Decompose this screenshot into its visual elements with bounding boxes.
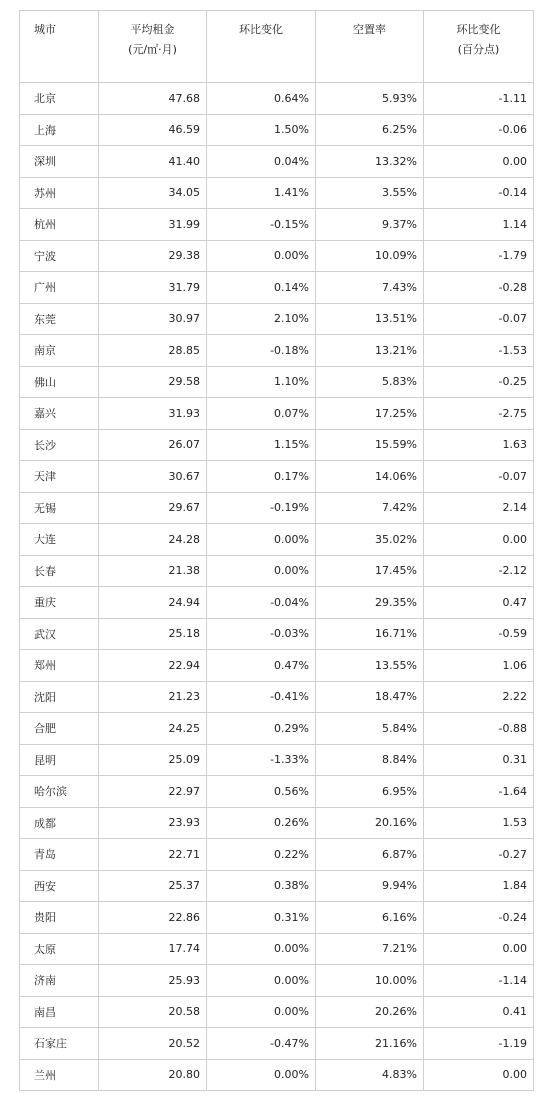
- cell-vacancy-change: 0.41: [424, 996, 534, 1028]
- cell-city: 兰州: [20, 1059, 99, 1091]
- table-row: [20, 839, 534, 871]
- table-row: [20, 933, 534, 965]
- cell-rent-change: 0.07%: [207, 398, 316, 430]
- cell-city: 哈尔滨: [20, 776, 99, 808]
- cell-vacancy-change: -0.27: [424, 839, 534, 871]
- cell-vacancy-change: 2.22: [424, 681, 534, 713]
- cell-city: 嘉兴: [20, 398, 99, 430]
- table-row: [20, 681, 534, 713]
- cell-vacancy-change: -0.59: [424, 618, 534, 650]
- cell-vacancy-change: -0.14: [424, 177, 534, 209]
- cell-city: 成都: [20, 807, 99, 839]
- header-vacancy-change: [424, 11, 534, 83]
- cell-rent-change: 0.22%: [207, 839, 316, 871]
- cell-rent-change: 0.00%: [207, 933, 316, 965]
- cell-avg-rent: 22.86: [99, 902, 207, 934]
- cell-vacancy-change: -0.07: [424, 461, 534, 493]
- table-row: [20, 240, 534, 272]
- cell-rent-change: -1.33%: [207, 744, 316, 776]
- cell-rent-change: 0.00%: [207, 524, 316, 556]
- table-row: [20, 618, 534, 650]
- cell-rent-change: 1.50%: [207, 114, 316, 146]
- cell-vacancy-change: 1.63: [424, 429, 534, 461]
- cell-rent-change: 0.00%: [207, 965, 316, 997]
- cell-city: 深圳: [20, 146, 99, 178]
- cell-avg-rent: 21.38: [99, 555, 207, 587]
- cell-vacancy-rate: 17.45%: [316, 555, 424, 587]
- cell-rent-change: 0.56%: [207, 776, 316, 808]
- cell-vacancy-rate: 21.16%: [316, 1028, 424, 1060]
- cell-rent-change: -0.18%: [207, 335, 316, 367]
- cell-vacancy-change: 2.14: [424, 492, 534, 524]
- cell-city: 济南: [20, 965, 99, 997]
- header-rent-change-label: 环比变化: [239, 23, 283, 36]
- cell-vacancy-change: -0.07: [424, 303, 534, 335]
- table-row: [20, 713, 534, 745]
- cell-vacancy-change: -1.53: [424, 335, 534, 367]
- table-row: [20, 587, 534, 619]
- table-row: [20, 83, 534, 115]
- cell-vacancy-rate: 20.16%: [316, 807, 424, 839]
- cell-city: 南京: [20, 335, 99, 367]
- cell-vacancy-rate: 6.87%: [316, 839, 424, 871]
- header-avg-rent-unit: (元/㎡·月): [128, 43, 177, 56]
- cell-vacancy-rate: 6.25%: [316, 114, 424, 146]
- cell-vacancy-change: 1.14: [424, 209, 534, 241]
- cell-vacancy-change: -1.19: [424, 1028, 534, 1060]
- cell-vacancy-change: 1.53: [424, 807, 534, 839]
- cell-vacancy-rate: 4.83%: [316, 1059, 424, 1091]
- cell-avg-rent: 29.38: [99, 240, 207, 272]
- cell-vacancy-rate: 6.95%: [316, 776, 424, 808]
- cell-city: 无锡: [20, 492, 99, 524]
- cell-avg-rent: 25.93: [99, 965, 207, 997]
- cell-avg-rent: 24.94: [99, 587, 207, 619]
- cell-vacancy-change: -2.12: [424, 555, 534, 587]
- cell-vacancy-rate: 13.51%: [316, 303, 424, 335]
- table-row: [20, 303, 534, 335]
- cell-city: 广州: [20, 272, 99, 304]
- cell-vacancy-rate: 10.09%: [316, 240, 424, 272]
- cell-city: 合肥: [20, 713, 99, 745]
- cell-vacancy-change: 1.84: [424, 870, 534, 902]
- cell-rent-change: -0.04%: [207, 587, 316, 619]
- cell-vacancy-change: -0.88: [424, 713, 534, 745]
- cell-vacancy-change: -1.79: [424, 240, 534, 272]
- cell-vacancy-change: 1.06: [424, 650, 534, 682]
- cell-vacancy-change: -1.11: [424, 83, 534, 115]
- cell-city: 太原: [20, 933, 99, 965]
- cell-avg-rent: 21.23: [99, 681, 207, 713]
- cell-vacancy-change: -0.28: [424, 272, 534, 304]
- table-row: [20, 744, 534, 776]
- table-row: [20, 870, 534, 902]
- cell-avg-rent: 46.59: [99, 114, 207, 146]
- cell-avg-rent: 41.40: [99, 146, 207, 178]
- cell-avg-rent: 31.93: [99, 398, 207, 430]
- cell-vacancy-change: -0.24: [424, 902, 534, 934]
- cell-vacancy-rate: 3.55%: [316, 177, 424, 209]
- header-rent-change: [207, 11, 316, 83]
- cell-vacancy-rate: 13.32%: [316, 146, 424, 178]
- cell-vacancy-change: 0.31: [424, 744, 534, 776]
- cell-city: 宁波: [20, 240, 99, 272]
- cell-vacancy-rate: 7.43%: [316, 272, 424, 304]
- table-body: [20, 83, 534, 1091]
- cell-vacancy-change: 0.00: [424, 146, 534, 178]
- cell-avg-rent: 29.58: [99, 366, 207, 398]
- cell-vacancy-rate: 29.35%: [316, 587, 424, 619]
- table-row: [20, 114, 534, 146]
- cell-city: 长沙: [20, 429, 99, 461]
- cell-city: 西安: [20, 870, 99, 902]
- cell-rent-change: 0.00%: [207, 240, 316, 272]
- cell-city: 东莞: [20, 303, 99, 335]
- cell-rent-change: 0.29%: [207, 713, 316, 745]
- cell-city: 昆明: [20, 744, 99, 776]
- cell-avg-rent: 47.68: [99, 83, 207, 115]
- cell-avg-rent: 17.74: [99, 933, 207, 965]
- cell-avg-rent: 25.18: [99, 618, 207, 650]
- cell-avg-rent: 25.09: [99, 744, 207, 776]
- cell-vacancy-change: -2.75: [424, 398, 534, 430]
- table-row: [20, 555, 534, 587]
- cell-avg-rent: 24.25: [99, 713, 207, 745]
- header-row: [20, 11, 534, 83]
- table-row: [20, 524, 534, 556]
- cell-city: 佛山: [20, 366, 99, 398]
- table-header: [20, 11, 534, 83]
- cell-avg-rent: 29.67: [99, 492, 207, 524]
- cell-rent-change: -0.47%: [207, 1028, 316, 1060]
- cell-vacancy-rate: 9.37%: [316, 209, 424, 241]
- table-row: [20, 429, 534, 461]
- cell-vacancy-change: -0.25: [424, 366, 534, 398]
- cell-avg-rent: 25.37: [99, 870, 207, 902]
- cell-avg-rent: 30.97: [99, 303, 207, 335]
- cell-avg-rent: 22.94: [99, 650, 207, 682]
- cell-vacancy-rate: 7.21%: [316, 933, 424, 965]
- cell-vacancy-change: 0.00: [424, 1059, 534, 1091]
- cell-vacancy-rate: 14.06%: [316, 461, 424, 493]
- cell-vacancy-rate: 15.59%: [316, 429, 424, 461]
- table-row: [20, 1028, 534, 1060]
- header-city: [20, 11, 99, 83]
- cell-avg-rent: 20.52: [99, 1028, 207, 1060]
- table-row: [20, 209, 534, 241]
- cell-rent-change: 0.04%: [207, 146, 316, 178]
- cell-vacancy-rate: 35.02%: [316, 524, 424, 556]
- cell-city: 天津: [20, 461, 99, 493]
- header-avg-rent: [99, 11, 207, 83]
- cell-city: 大连: [20, 524, 99, 556]
- cell-city: 武汉: [20, 618, 99, 650]
- cell-vacancy-rate: 10.00%: [316, 965, 424, 997]
- cell-city: 北京: [20, 83, 99, 115]
- cell-city: 南昌: [20, 996, 99, 1028]
- cell-vacancy-rate: 5.84%: [316, 713, 424, 745]
- cell-rent-change: 0.31%: [207, 902, 316, 934]
- cell-city: 苏州: [20, 177, 99, 209]
- header-city-label: 城市: [34, 23, 56, 36]
- cell-city: 杭州: [20, 209, 99, 241]
- cell-vacancy-rate: 20.26%: [316, 996, 424, 1028]
- table-row: [20, 398, 534, 430]
- cell-avg-rent: 26.07: [99, 429, 207, 461]
- table-row: [20, 177, 534, 209]
- cell-rent-change: -0.15%: [207, 209, 316, 241]
- cell-avg-rent: 34.05: [99, 177, 207, 209]
- cell-rent-change: -0.41%: [207, 681, 316, 713]
- cell-rent-change: 0.00%: [207, 996, 316, 1028]
- table-row: [20, 1059, 534, 1091]
- header-vacancy-rate-label: 空置率: [353, 23, 386, 36]
- cell-avg-rent: 22.71: [99, 839, 207, 871]
- table-row: [20, 272, 534, 304]
- table-row: [20, 776, 534, 808]
- cell-rent-change: 0.26%: [207, 807, 316, 839]
- cell-vacancy-change: 0.47: [424, 587, 534, 619]
- table-row: [20, 335, 534, 367]
- cell-rent-change: -0.03%: [207, 618, 316, 650]
- table-row: [20, 366, 534, 398]
- header-avg-rent-label: 平均租金: [130, 23, 175, 36]
- cell-vacancy-change: 0.00: [424, 524, 534, 556]
- rent-vacancy-table: [19, 10, 534, 1091]
- cell-city: 青岛: [20, 839, 99, 871]
- table-row: [20, 965, 534, 997]
- cell-avg-rent: 24.28: [99, 524, 207, 556]
- cell-vacancy-rate: 5.93%: [316, 83, 424, 115]
- cell-rent-change: 0.14%: [207, 272, 316, 304]
- cell-vacancy-change: -1.64: [424, 776, 534, 808]
- table-row: [20, 492, 534, 524]
- cell-vacancy-rate: 6.16%: [316, 902, 424, 934]
- cell-rent-change: 0.00%: [207, 555, 316, 587]
- cell-city: 郑州: [20, 650, 99, 682]
- cell-rent-change: -0.19%: [207, 492, 316, 524]
- cell-vacancy-rate: 17.25%: [316, 398, 424, 430]
- cell-city: 重庆: [20, 587, 99, 619]
- cell-vacancy-change: -1.14: [424, 965, 534, 997]
- cell-rent-change: 0.47%: [207, 650, 316, 682]
- cell-vacancy-change: -0.06: [424, 114, 534, 146]
- cell-vacancy-rate: 16.71%: [316, 618, 424, 650]
- cell-city: 贵阳: [20, 902, 99, 934]
- cell-rent-change: 1.10%: [207, 366, 316, 398]
- cell-avg-rent: 20.80: [99, 1059, 207, 1091]
- cell-avg-rent: 31.99: [99, 209, 207, 241]
- header-vacancy-change-unit: (百分点): [457, 43, 500, 56]
- cell-rent-change: 1.15%: [207, 429, 316, 461]
- cell-avg-rent: 30.67: [99, 461, 207, 493]
- cell-vacancy-rate: 13.21%: [316, 335, 424, 367]
- header-vacancy-rate: [316, 11, 424, 83]
- cell-city: 上海: [20, 114, 99, 146]
- table-row: [20, 807, 534, 839]
- table-row: [20, 902, 534, 934]
- cell-vacancy-rate: 8.84%: [316, 744, 424, 776]
- cell-avg-rent: 28.85: [99, 335, 207, 367]
- cell-rent-change: 1.41%: [207, 177, 316, 209]
- cell-city: 沈阳: [20, 681, 99, 713]
- header-vacancy-change-label: 环比变化: [456, 23, 501, 36]
- cell-city: 长春: [20, 555, 99, 587]
- cell-rent-change: 0.38%: [207, 870, 316, 902]
- table-row: [20, 996, 534, 1028]
- cell-rent-change: 0.64%: [207, 83, 316, 115]
- table-row: [20, 650, 534, 682]
- cell-vacancy-rate: 13.55%: [316, 650, 424, 682]
- table-row: [20, 461, 534, 493]
- cell-avg-rent: 22.97: [99, 776, 207, 808]
- cell-rent-change: 2.10%: [207, 303, 316, 335]
- cell-vacancy-rate: 7.42%: [316, 492, 424, 524]
- cell-city: 石家庄: [20, 1028, 99, 1060]
- cell-avg-rent: 23.93: [99, 807, 207, 839]
- cell-rent-change: 0.00%: [207, 1059, 316, 1091]
- cell-vacancy-rate: 5.83%: [316, 366, 424, 398]
- cell-rent-change: 0.17%: [207, 461, 316, 493]
- cell-vacancy-rate: 9.94%: [316, 870, 424, 902]
- table-row: [20, 146, 534, 178]
- cell-avg-rent: 31.79: [99, 272, 207, 304]
- cell-vacancy-rate: 18.47%: [316, 681, 424, 713]
- cell-avg-rent: 20.58: [99, 996, 207, 1028]
- cell-vacancy-change: 0.00: [424, 933, 534, 965]
